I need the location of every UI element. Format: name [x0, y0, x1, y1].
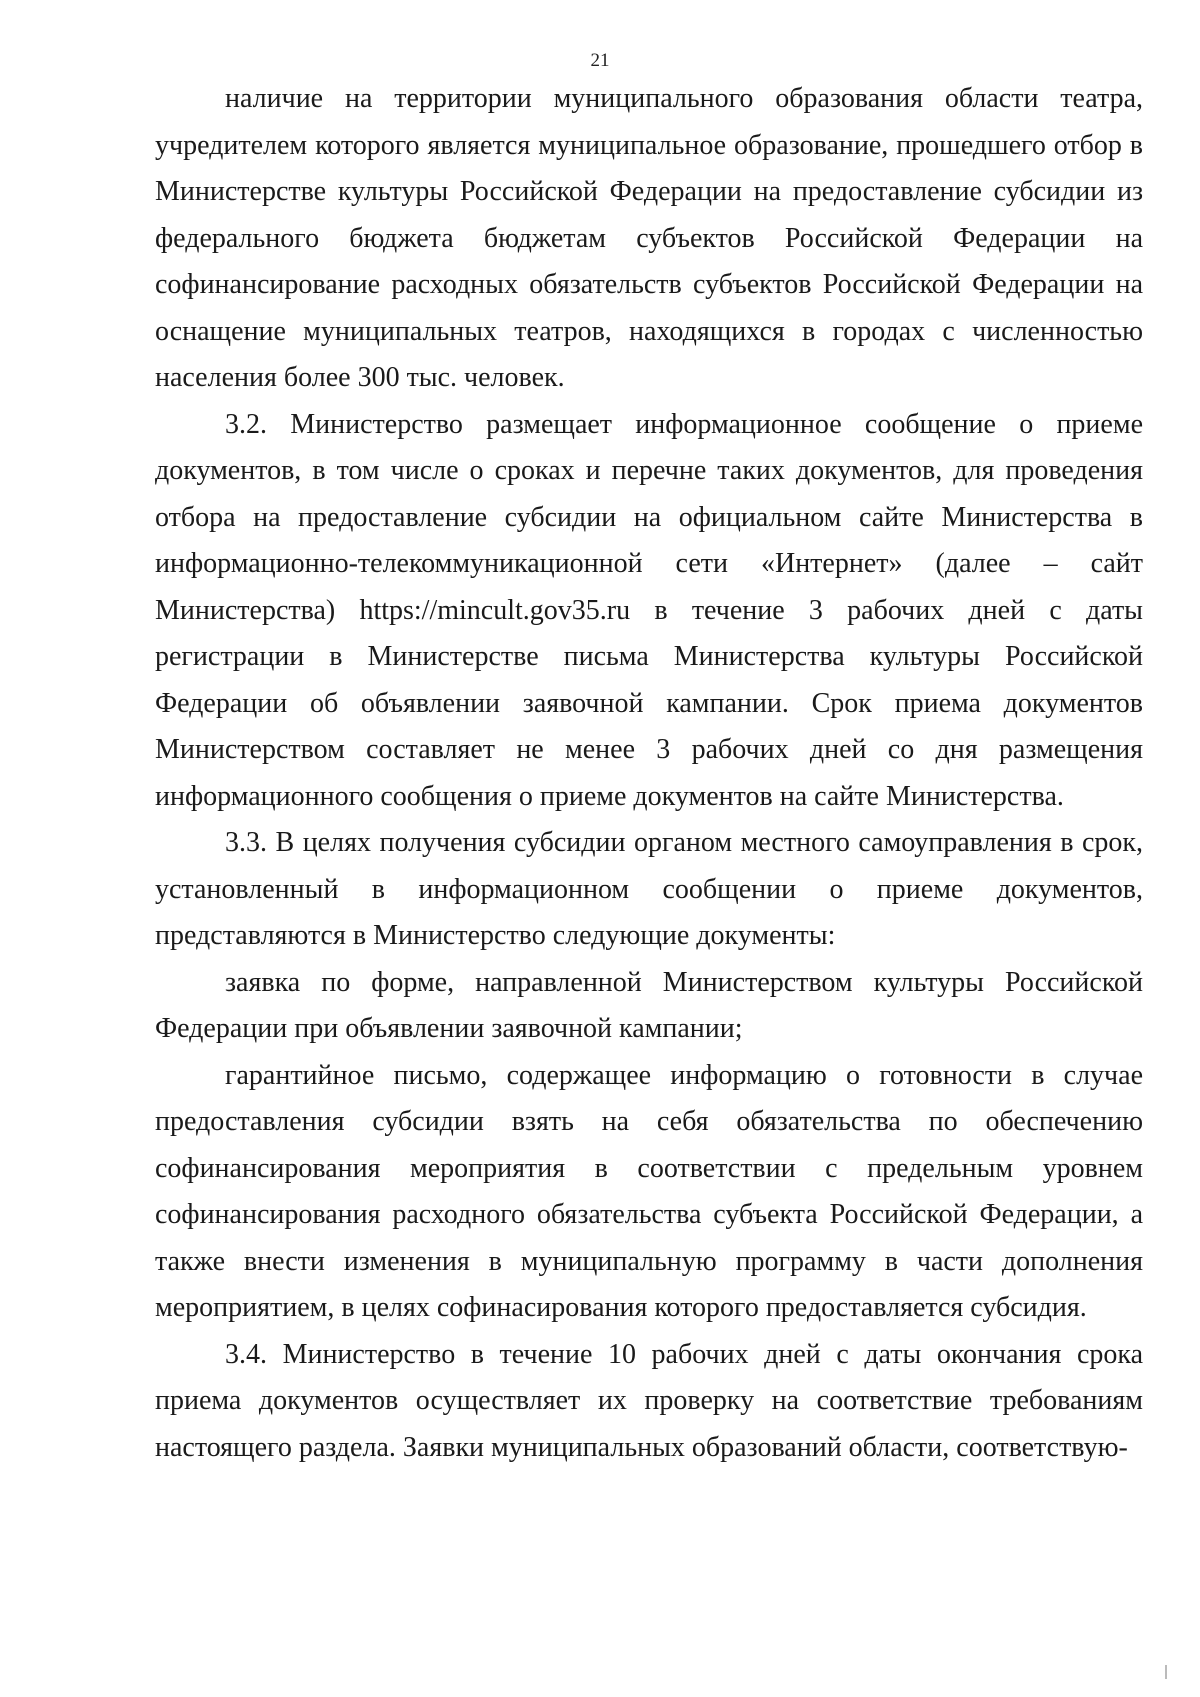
scan-artifact	[1165, 1665, 1167, 1679]
page-number: 21	[590, 50, 610, 71]
list-item-guarantee-letter: гарантийное письмо, содержащее информацию о готовности в случае предоставления субсидии взять на себя обязательства по обеспечению софинансирования мероприятия в соответствии с предельным уровнем софинансирования расходного обязательства субъекта Российской Федерации, а также внести изменения в муниципальную программу в части дополнения мероприятием, в целях софинасирования которого предоставляется субсидия.	[155, 1059, 1143, 1323]
list-item-application: заявка по форме, направленной Министерством культуры Российской Федерации при объявлении заявочной кампании;	[155, 966, 1143, 1044]
paragraph-3-2: 3.2. Министерство размещает информационное сообщение о приеме документов, в том числе о сроках и перечне таких документов, для проведения отбора на предоставление субсидии на официальном сайте Министерства в информационно-телекоммуникационной сети «Интернет» (далее – сайт Министерства) https://mincult.gov35.ru в течение 3 рабочих дней с даты регистрации в Министерстве письма Министерства культуры Российской Федерации об объявлении заявочной кампании. Срок приема документов Министерством составляет не менее 3 рабочих дней со дня размещения информационного сообщения о приеме документов на сайте Министерства.	[155, 408, 1143, 812]
paragraph-3-4: 3.4. Министерство в течение 10 рабочих дней с даты окончания срока приема документов осуществляет их проверку на соответствие требованиям настоящего раздела. Заявки муниципальных образований области, соответствую-	[155, 1338, 1143, 1463]
document-body	[155, 76, 1143, 1471]
paragraph-3-1-continuation: наличие на территории муниципального образования области театра, учредителем которого является муниципальное образование, прошедшего отбор в Министерстве культуры Российской Федерации на предоставление субсидии из федерального бюджета бюджетам субъектов Российской Федерации на софинансирование расходных обязательств субъектов Российской Федерации на оснащение муниципальных театров, находящихся в городах с численностью населения более 300 тыс. человек.	[155, 83, 1143, 393]
paragraph-3-3: 3.3. В целях получения субсидии органом местного самоуправления в срок, установленный в информационном сообщении о приеме документов, представляются в Министерство следующие документы:	[155, 827, 1143, 951]
